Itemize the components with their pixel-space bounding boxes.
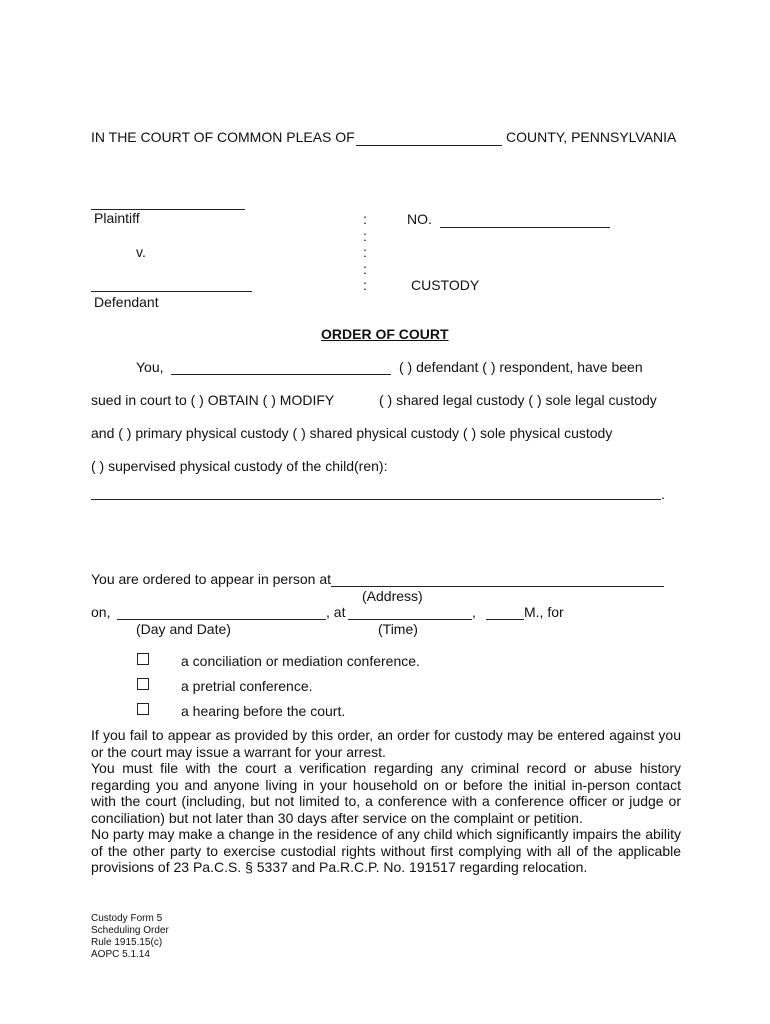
footer-line: AOPC 5.1.14 bbox=[91, 949, 150, 960]
notices-block bbox=[91, 727, 681, 876]
am-pm-blank[interactable] bbox=[486, 619, 524, 620]
plaintiff-label: Plaintiff bbox=[94, 210, 140, 226]
colon: : bbox=[363, 277, 367, 293]
address-blank[interactable] bbox=[331, 586, 664, 587]
pretrial-checkbox[interactable] bbox=[137, 678, 149, 690]
court-heading-prefix: IN THE COURT OF COMMON PLEAS OF bbox=[91, 129, 355, 145]
respondent-name-blank[interactable] bbox=[171, 374, 391, 375]
versus-label: v. bbox=[136, 244, 146, 260]
colon: : bbox=[363, 261, 367, 277]
option-hearing: a hearing before the court. bbox=[181, 703, 346, 719]
footer-line: Scheduling Order bbox=[91, 925, 169, 936]
order-line-1: ( ) defendant ( ) respondent, have been bbox=[399, 359, 643, 375]
order-line-2b: ( ) shared legal custody ( ) sole legal custody bbox=[379, 392, 657, 408]
defendant-label: Defendant bbox=[94, 294, 159, 310]
notice-failure-to-appear: If you fail to appear as provided by this order, an order for custody may be entered against you or the court may issue a warrant for your arrest. bbox=[91, 727, 681, 760]
defendant-name-blank[interactable] bbox=[91, 291, 252, 292]
order-line-2a: sued in court to ( ) OBTAIN ( ) MODIFY bbox=[91, 392, 335, 408]
case-number-label: NO. bbox=[407, 211, 432, 227]
option-conciliation: a conciliation or mediation conference. bbox=[181, 653, 420, 669]
colon: : bbox=[363, 244, 367, 260]
notice-verification: You must file with the court a verification regarding any criminal record or abuse history regarding you and anyone living in your household on or before the initial in-person contact with the court (including, but not limited to, a conference with a conference officer or judge or conciliation) but not later than 30 days after service on the complaint or petition. bbox=[91, 760, 681, 826]
order-you-label: You, bbox=[136, 359, 164, 375]
order-line-3: and ( ) primary physical custody ( ) shared physical custody ( ) sole physical custody bbox=[91, 425, 613, 441]
footer-line: Custody Form 5 bbox=[91, 913, 163, 924]
order-line-4: ( ) supervised physical custody of the child(ren): bbox=[91, 458, 388, 474]
case-number-blank[interactable] bbox=[440, 227, 610, 228]
custody-label: CUSTODY bbox=[411, 277, 480, 293]
at-label: , at bbox=[326, 604, 346, 620]
footer-line: Rule 1915.15(c) bbox=[91, 937, 163, 948]
time-label: (Time) bbox=[378, 621, 418, 637]
appear-text: You are ordered to appear in person at bbox=[91, 571, 331, 587]
colon: : bbox=[363, 211, 367, 227]
hearing-checkbox[interactable] bbox=[137, 703, 149, 715]
children-names-blank[interactable] bbox=[91, 499, 661, 500]
day-date-label: (Day and Date) bbox=[136, 621, 231, 637]
order-title: ORDER OF COURT bbox=[321, 326, 449, 342]
conciliation-checkbox[interactable] bbox=[137, 653, 149, 665]
day-date-blank[interactable] bbox=[117, 619, 326, 620]
m-for-label: M., for bbox=[524, 604, 564, 620]
children-line-period: . bbox=[661, 486, 665, 502]
time-blank[interactable] bbox=[348, 619, 472, 620]
time-comma: , bbox=[472, 604, 476, 620]
on-label: on, bbox=[91, 604, 111, 620]
county-blank[interactable] bbox=[356, 145, 502, 146]
address-label: (Address) bbox=[362, 588, 423, 604]
colon: : bbox=[363, 228, 367, 244]
notice-relocation: No party may make a change in the residence of any child which significantly impairs the ability of the other party to exercise custodial rights without first complying with all of the applicable provisions of 23 Pa.C.S. § 5337 and Pa.R.C.P. No. 191517 regarding relocation. bbox=[91, 826, 681, 875]
court-heading-suffix: COUNTY, PENNSYLVANIA bbox=[506, 129, 677, 145]
option-pretrial: a pretrial conference. bbox=[181, 678, 313, 694]
